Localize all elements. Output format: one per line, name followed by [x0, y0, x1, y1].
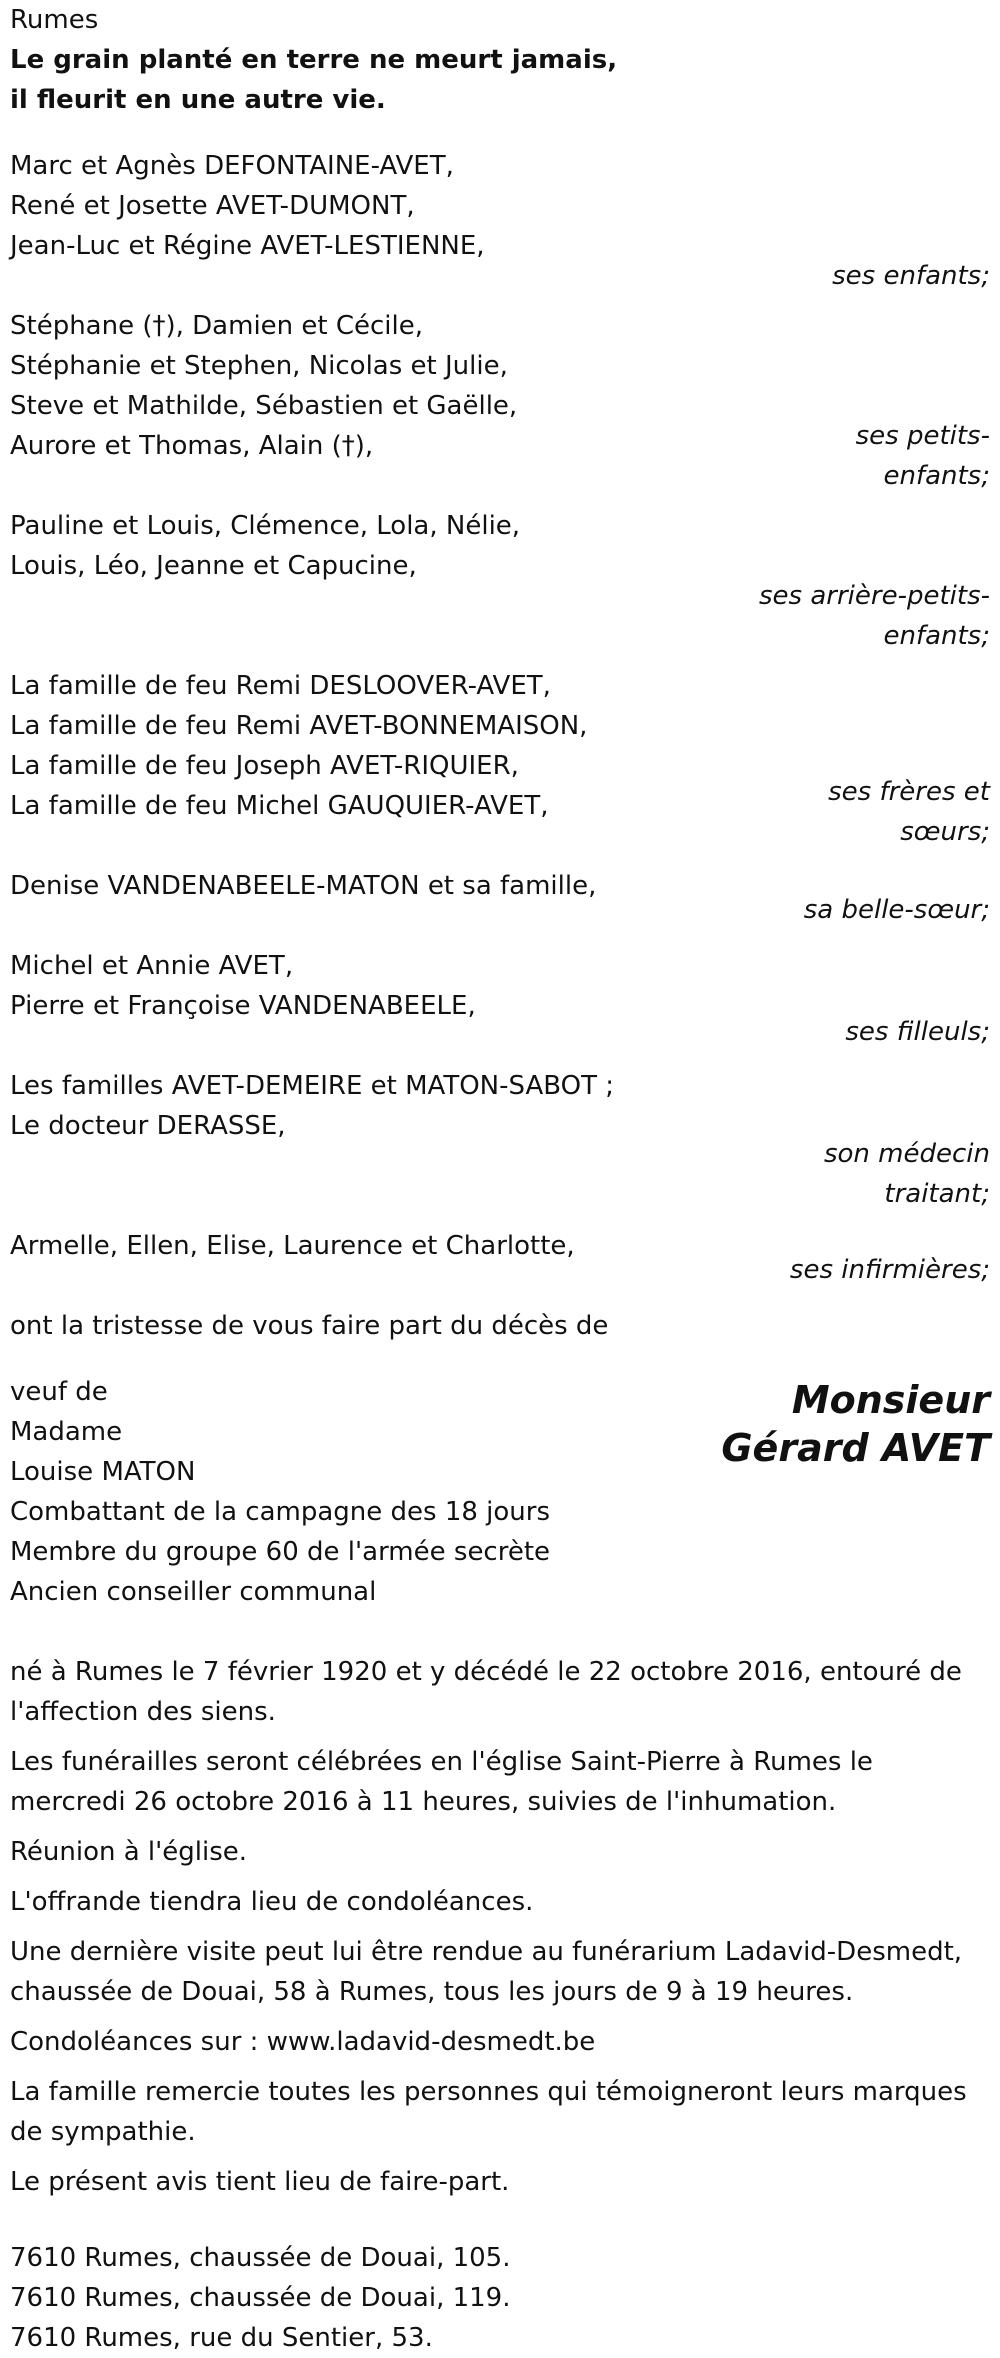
family-group-children	[10, 146, 990, 291]
place-heading: Rumes	[10, 5, 99, 35]
family-name-line: Michel et Annie AVET,	[10, 951, 294, 981]
address-line: 7610 Rumes, rue du Sentier, 53.	[10, 2323, 433, 2353]
visit-paragraph: Une dernière visite peut lui être rendue au funérarium Ladavid-Desmedt, chaussée de Douai, 58 à Rumes, tous les jours de 9 à 19 heures.	[10, 1937, 963, 2007]
relation-label: ses filleuls;	[845, 1017, 990, 1047]
deceased-full-name: Gérard AVET	[721, 1426, 990, 1470]
condolences-paragraph: Condoléances sur : www.ladavid-desmedt.be	[10, 2027, 596, 2057]
quote-line-1: Le grain planté en terre ne meurt jamais,	[10, 45, 618, 75]
address-line: 7610 Rumes, chaussée de Douai, 119.	[10, 2283, 511, 2313]
birth-death-paragraph: né à Rumes le 7 février 1920 et y décédé le 22 octobre 2016, entouré de l'affection des siens.	[10, 1657, 962, 1727]
deceased-title: Monsieur	[791, 1378, 990, 1422]
family-name-line: Jean-Luc et Régine AVET-LESTIENNE,	[10, 231, 485, 261]
deceased-block	[10, 1372, 990, 1612]
funeral-paragraph: Les funérailles seront célébrées en l'église Saint-Pierre à Rumes le mercredi 26 octobre 2016 à 11 heures, suivies de l'inhumation.	[10, 1747, 873, 1817]
family-name-line: Marc et Agnès DEFONTAINE-AVET,	[10, 151, 454, 181]
relation-label: ses arrière-petits-enfants;	[759, 581, 990, 651]
family-name-line: Les familles AVET-DEMEIRE et MATON-SABOT ;	[10, 1071, 615, 1101]
family-name-line: Stéphanie et Stephen, Nicolas et Julie,	[10, 351, 508, 381]
address-line: 7610 Rumes, chaussée de Douai, 105.	[10, 2243, 511, 2273]
family-group-sister-in-law	[10, 866, 990, 925]
family-group-nurses	[10, 1226, 990, 1285]
deceased-detail: Combattant de la campagne des 18 jours	[10, 1497, 551, 1527]
relation-label: ses petits-enfants;	[855, 421, 990, 491]
family-name-line: Pierre et Françoise VANDENABEELE,	[10, 991, 476, 1021]
meeting-paragraph: Réunion à l'église.	[10, 1837, 248, 1867]
family-name-line: René et Josette AVET-DUMONT,	[10, 191, 415, 221]
offering-paragraph: L'offrande tiendra lieu de condoléances.	[10, 1887, 534, 1917]
family-name-line: La famille de feu Michel GAUQUIER-AVET,	[10, 791, 549, 821]
deceased-detail: Ancien conseiller communal	[10, 1577, 377, 1607]
deceased-detail: Membre du groupe 60 de l'armée secrète	[10, 1537, 551, 1567]
thanks-paragraph: La famille remercie toutes les personnes qui témoigneront leurs marques de sympathie.	[10, 2077, 967, 2147]
family-name-line: Steve et Mathilde, Sébastien et Gaëlle,	[10, 391, 518, 421]
family-group-siblings	[10, 666, 990, 847]
notice-paragraph: Le présent avis tient lieu de faire-part.	[10, 2167, 510, 2197]
relation-label: ses infirmières;	[789, 1255, 990, 1285]
family-group-great-grandchildren	[10, 506, 990, 651]
family-name-line: Le docteur DERASSE,	[10, 1111, 286, 1141]
announcement-text: ont la tristesse de vous faire part du décès de	[10, 1311, 609, 1341]
relation-label: son médecin traitant;	[823, 1139, 990, 1209]
family-name-line: Aurore et Thomas, Alain (†),	[10, 431, 374, 461]
family-name-line: La famille de feu Remi AVET-BONNEMAISON,	[10, 711, 588, 741]
family-group-grandchildren	[10, 306, 990, 491]
family-name-line: Armelle, Ellen, Elise, Laurence et Charlotte,	[10, 1231, 575, 1261]
deceased-detail: Louise MATON	[10, 1457, 196, 1487]
deceased-name	[721, 1372, 990, 1472]
family-group-doctor	[10, 1066, 990, 1209]
deceased-detail: Madame	[10, 1417, 123, 1447]
family-name-line: Louis, Léo, Jeanne et Capucine,	[10, 551, 417, 581]
family-name-line: Denise VANDENABEELE-MATON et sa famille,	[10, 871, 597, 901]
family-group-godchildren	[10, 946, 990, 1047]
family-name-line: La famille de feu Joseph AVET-RIQUIER,	[10, 751, 519, 781]
deceased-detail: veuf de	[10, 1377, 108, 1407]
relation-label: sa belle-sœur;	[803, 895, 990, 925]
family-name-line: Stéphane (†), Damien et Cécile,	[10, 311, 424, 341]
relation-label: ses enfants;	[832, 261, 990, 291]
family-name-line: La famille de feu Remi DESLOOVER-AVET,	[10, 671, 551, 701]
relation-label: ses frères et sœurs;	[828, 777, 990, 847]
quote-line-2: il fleurit en une autre vie.	[10, 85, 386, 115]
family-name-line: Pauline et Louis, Clémence, Lola, Nélie,	[10, 511, 521, 541]
